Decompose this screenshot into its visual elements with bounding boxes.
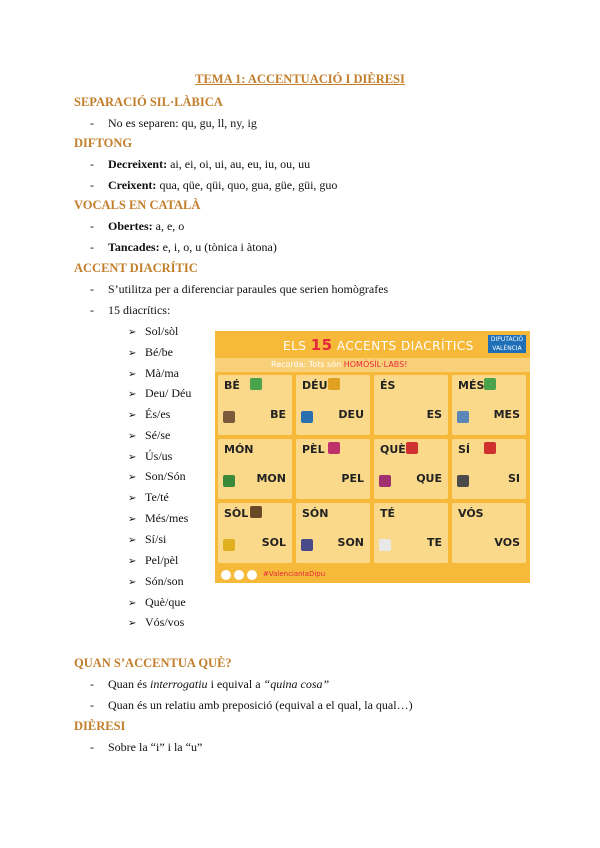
syllabic-text: No es separen: qu, gu, ll, ny, ig bbox=[108, 116, 257, 130]
heading-dieresis: DIÈRESI bbox=[74, 719, 126, 733]
word-card: VÓS VOS bbox=[452, 503, 526, 563]
closed-label: Tancades: bbox=[108, 240, 160, 254]
word-card: ÉS ES bbox=[374, 375, 448, 435]
diacritics-infographic bbox=[215, 331, 530, 583]
twitter-icon bbox=[234, 570, 244, 580]
arrow-bullet-icon: ➢ bbox=[128, 327, 137, 338]
heading-syllabic: SEPARACIÓ SIL·LÀBICA bbox=[74, 95, 223, 109]
arrow-bullet-icon: ➢ bbox=[128, 556, 137, 567]
tea-icon bbox=[379, 539, 391, 551]
list-item: - Decreixent: ai, ei, oi, ui, au, eu, iu, ou, uu bbox=[90, 157, 311, 171]
diacritic-list-item: ➢ Sí/si bbox=[128, 532, 167, 546]
plus-icon bbox=[484, 378, 496, 390]
heading-diacritic: ACCENT DIACRÍTIC bbox=[74, 261, 198, 275]
word-card: TÉ TE bbox=[374, 503, 448, 563]
arrow-bullet-icon: ➢ bbox=[128, 493, 137, 504]
sun-icon bbox=[223, 539, 235, 551]
diputacio-logo: DIPUTACIÓ VALÈNCIA bbox=[488, 335, 526, 353]
infographic-title: ELS 15 ACCENTS DIACRÍTICS bbox=[283, 336, 474, 354]
word-card: SÒL SOL bbox=[218, 503, 292, 563]
eye-icon bbox=[328, 378, 340, 390]
diacritic-list-item: ➢ Pel/pèl bbox=[128, 553, 179, 567]
facebook-icon bbox=[221, 570, 231, 580]
list-item: - Quan és interrogatiu i equival a “quina cosa” bbox=[90, 677, 330, 691]
diacritic-list-item: ➢ Sol/sòl bbox=[128, 324, 179, 338]
diacritic-list-item: ➢ Son/Són bbox=[128, 469, 186, 483]
decreasing-label: Decreixent: bbox=[108, 157, 168, 171]
diacritic-list-item: ➢ Te/té bbox=[128, 490, 169, 504]
diacritic-list-item: ➢ Vós/vos bbox=[128, 615, 185, 629]
word-card: SÍ SI bbox=[452, 439, 526, 499]
diacritic-list-item: ➢ Bé/be bbox=[128, 345, 173, 359]
list-item: - S’utilitza per a diferenciar paraules que serien homògrafes bbox=[90, 282, 389, 296]
word-card: PÈL PEL bbox=[296, 439, 370, 499]
arrow-bullet-icon: ➢ bbox=[128, 618, 137, 629]
diacritic-list-item: ➢ Més/mes bbox=[128, 511, 189, 525]
globe-icon bbox=[223, 475, 235, 487]
arrow-bullet-icon: ➢ bbox=[128, 431, 137, 442]
increasing-label: Creixent: bbox=[108, 178, 157, 192]
heading-diphthong: DIFTONG bbox=[74, 136, 133, 150]
word-card: QUÈ QUE bbox=[374, 439, 448, 499]
diacritic-list-item: ➢ Sé/se bbox=[128, 428, 171, 442]
arrow-bullet-icon: ➢ bbox=[128, 452, 137, 463]
word-card: BÉ BE bbox=[218, 375, 292, 435]
calendar-icon bbox=[457, 411, 469, 423]
infographic-footer bbox=[215, 567, 530, 583]
arrow-bullet-icon: ➢ bbox=[128, 389, 137, 400]
list-item: - No es separen: qu, gu, ll, ny, ig bbox=[90, 116, 257, 130]
word-card: MÉS MES bbox=[452, 375, 526, 435]
arrow-bullet-icon: ➢ bbox=[128, 535, 137, 546]
dieresis-text: Sobre la “i” i la “u” bbox=[108, 740, 203, 754]
word-card: MÓN MON bbox=[218, 439, 292, 499]
infographic-subtitle: Recorda: Tots són HOMÒSÍL·LABS! bbox=[215, 358, 530, 372]
arrow-bullet-icon: ➢ bbox=[128, 472, 137, 483]
arrow-bullet-icon: ➢ bbox=[128, 369, 137, 380]
hashtag: #ValencianIaDipu bbox=[263, 570, 326, 578]
arrow-bullet-icon: ➢ bbox=[128, 410, 137, 421]
heading-que: QUAN S’ACCENTUA QUÈ? bbox=[74, 656, 232, 670]
list-item: - Tancades: e, i, o, u (tònica i àtona) bbox=[90, 240, 277, 254]
diacritic-list-item: ➢ Mà/ma bbox=[128, 366, 179, 380]
yes-icon bbox=[484, 442, 496, 454]
list-item: - Sobre la “i” i la “u” bbox=[90, 740, 203, 754]
list-item: - Quan és un relatiu amb preposició (equival a el qual, la qual…) bbox=[90, 698, 413, 712]
word-card: SÓN SON bbox=[296, 503, 370, 563]
infographic-header bbox=[215, 331, 530, 357]
increasing-text: qua, qüe, qüi, quo, gua, güe, güi, guo bbox=[156, 178, 338, 192]
word-card: DÉU DEU bbox=[296, 375, 370, 435]
relative-icon bbox=[379, 475, 391, 487]
diacritic-list-item: ➢ És/es bbox=[128, 407, 171, 421]
number-icon bbox=[301, 411, 313, 423]
diacritic-list-item: ➢ Què/que bbox=[128, 595, 186, 609]
dog-icon bbox=[223, 411, 235, 423]
list-item: - 15 diacrítics: bbox=[90, 303, 171, 317]
que-text-2: Quan és un relatiu amb preposició (equival a el qual, la qual…) bbox=[108, 698, 413, 712]
heading-vowels: VOCALS EN CATALÀ bbox=[74, 198, 201, 212]
instagram-icon bbox=[247, 570, 257, 580]
music-icon bbox=[457, 475, 469, 487]
question-icon bbox=[406, 442, 418, 454]
diacritic-text-1: S’utilitza per a diferenciar paraules que serien homògrafes bbox=[108, 282, 389, 296]
arrow-bullet-icon: ➢ bbox=[128, 577, 137, 588]
arrow-bullet-icon: ➢ bbox=[128, 514, 137, 525]
infographic-grid bbox=[218, 375, 527, 566]
document-title: TEMA 1: ACCENTUACIÓ I DIÈRESI bbox=[195, 72, 405, 86]
decreasing-text: ai, ei, oi, ui, au, eu, iu, ou, uu bbox=[167, 157, 311, 171]
arrow-bullet-icon: ➢ bbox=[128, 598, 137, 609]
list-item: - Creixent: qua, qüe, qüi, quo, gua, güe, güi, guo bbox=[90, 178, 338, 192]
sleep-icon bbox=[301, 539, 313, 551]
list-item: - Obertes: a, e, o bbox=[90, 219, 185, 233]
diacritic-list-item: ➢ Deu/ Déu bbox=[128, 386, 192, 400]
soil-icon bbox=[250, 506, 262, 518]
diacritic-list-item: ➢ Ús/us bbox=[128, 449, 173, 463]
diacritic-text-2: 15 diacrítics: bbox=[108, 303, 171, 317]
arrow-bullet-icon: ➢ bbox=[128, 348, 137, 359]
check-icon bbox=[250, 378, 262, 390]
open-text: a, e, o bbox=[152, 219, 185, 233]
closed-text: e, i, o, u (tònica i àtona) bbox=[159, 240, 277, 254]
hair-icon bbox=[328, 442, 340, 454]
diacritic-list-item: ➢ Són/son bbox=[128, 574, 184, 588]
open-label: Obertes: bbox=[108, 219, 153, 233]
